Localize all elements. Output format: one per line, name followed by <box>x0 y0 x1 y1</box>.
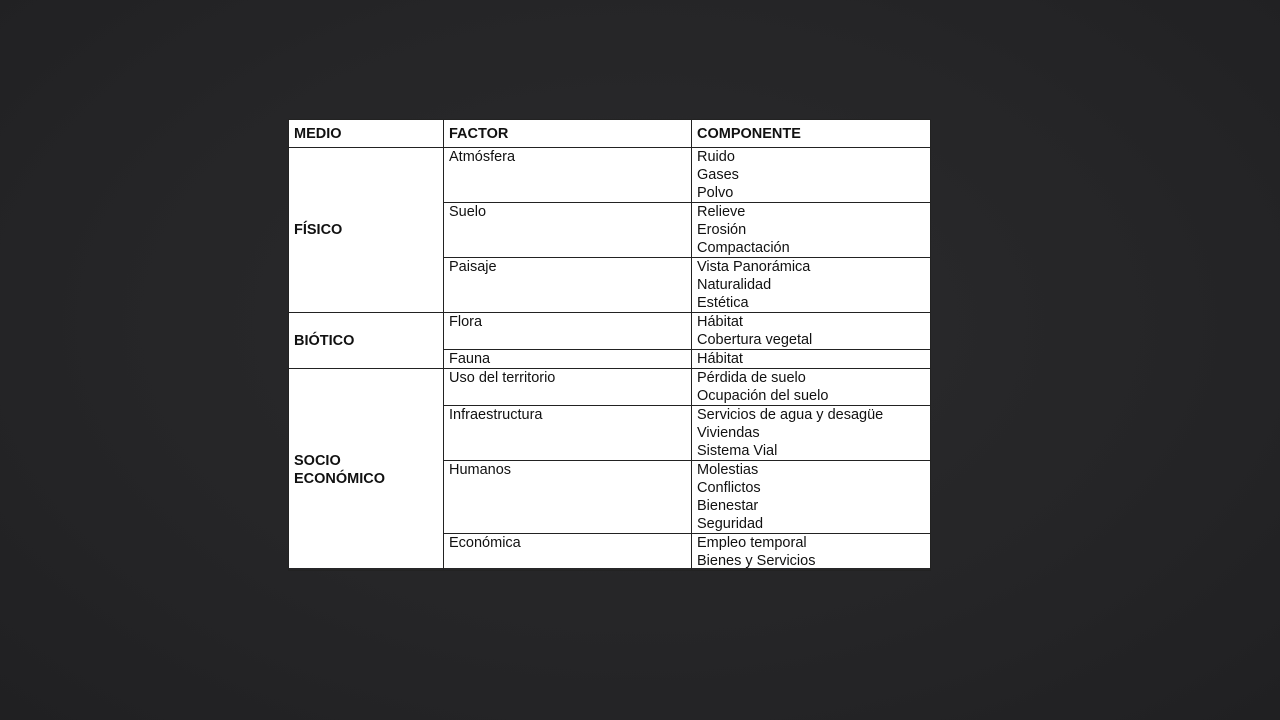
environmental-factors-table-card <box>288 119 930 568</box>
component-item: Bienestar <box>697 498 759 514</box>
factor-cell: Paisaje <box>444 258 692 313</box>
componente-cell <box>692 258 931 313</box>
factor-cell: Atmósfera <box>444 148 692 203</box>
medio-cell <box>289 369 444 571</box>
component-item: Hábitat <box>697 314 743 330</box>
componente-cell <box>692 369 931 406</box>
component-item: Estética <box>697 295 749 311</box>
component-item: Cobertura vegetal <box>697 332 813 348</box>
factor-cell: Económica <box>444 534 692 571</box>
header-factor: FACTOR <box>444 120 692 148</box>
environmental-factors-table <box>288 119 931 571</box>
table-row <box>289 313 931 350</box>
component-item: Seguridad <box>697 516 764 532</box>
component-item: Empleo temporal <box>697 535 807 551</box>
componente-cell <box>692 406 931 461</box>
component-item: Ruido <box>697 149 735 165</box>
component-item: Erosión <box>697 222 747 238</box>
component-item: Polvo <box>697 185 734 201</box>
medio-label: BIÓTICO <box>294 332 355 349</box>
component-item: Vista Panorámica <box>697 259 811 275</box>
component-item: Gases <box>697 167 739 183</box>
header-componente: COMPONENTE <box>692 120 931 148</box>
component-item: Relieve <box>697 204 746 220</box>
component-item: Ocupación del suelo <box>697 388 829 404</box>
table-row <box>289 148 931 203</box>
table-row <box>289 369 931 406</box>
header-medio: MEDIO <box>289 120 444 148</box>
component-item: Hábitat <box>697 351 743 367</box>
componente-cell <box>692 534 931 571</box>
component-item: Bienes y Servicios <box>697 553 816 569</box>
componente-cell <box>692 203 931 258</box>
medio-cell <box>289 148 444 313</box>
component-item: Viviendas <box>697 425 760 441</box>
component-item: Pérdida de suelo <box>697 370 806 386</box>
component-item: Sistema Vial <box>697 443 778 459</box>
component-item: Servicios de agua y desagüe <box>697 407 884 423</box>
component-item: Naturalidad <box>697 277 772 293</box>
component-item: Molestias <box>697 462 759 478</box>
factor-cell: Flora <box>444 313 692 350</box>
componente-cell <box>692 350 931 369</box>
factor-cell: Suelo <box>444 203 692 258</box>
medio-label: FÍSICO <box>294 222 343 238</box>
table-header-row <box>289 120 931 148</box>
table-body <box>289 148 931 571</box>
component-item: Conflictos <box>697 480 761 496</box>
factor-cell: Humanos <box>444 461 692 534</box>
componente-cell <box>692 461 931 534</box>
medio-label: ECONÓMICO <box>294 470 386 487</box>
medio-cell <box>289 313 444 369</box>
factor-cell: Fauna <box>444 350 692 369</box>
componente-cell <box>692 313 931 350</box>
factor-cell: Uso del territorio <box>444 369 692 406</box>
factor-cell: Infraestructura <box>444 406 692 461</box>
componente-cell <box>692 148 931 203</box>
component-item: Compactación <box>697 240 790 256</box>
medio-label: SOCIO <box>294 452 341 469</box>
